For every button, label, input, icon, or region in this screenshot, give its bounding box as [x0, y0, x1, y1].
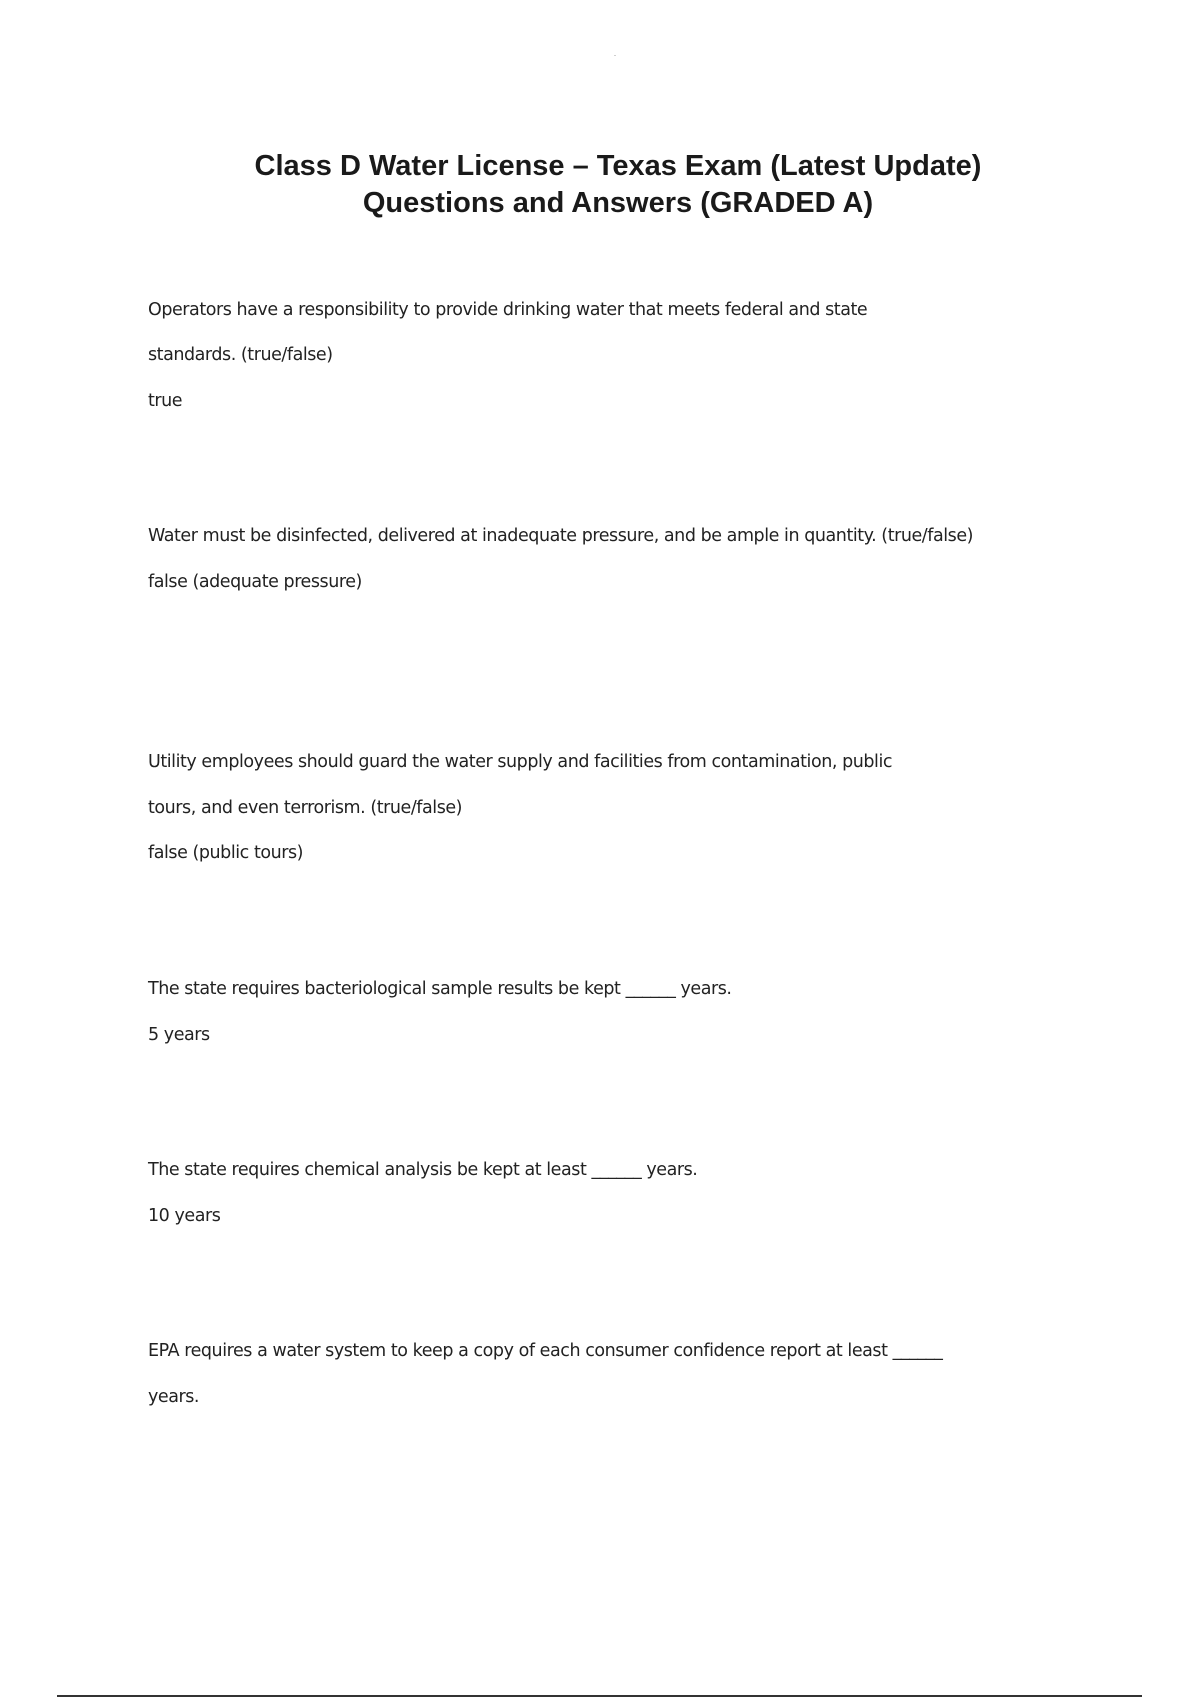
question-6-line-1: EPA requires a water system to keep a copy of each consumer confidence report at least ______	[148, 1341, 943, 1361]
question-1-line-2: standards. (true/false)	[148, 345, 333, 365]
answer-3: false (public tours)	[148, 843, 304, 863]
answer-5: 10 years	[148, 1206, 221, 1226]
title-line-1: Class D Water License – Texas Exam (Latest Update)	[254, 150, 982, 182]
answer-2: false (adequate pressure)	[148, 572, 362, 592]
title-line-2: Questions and Answers (GRADED A)	[362, 187, 874, 219]
answer-1: true	[148, 391, 183, 411]
question-3-line-1: Utility employees should guard the water supply and facilities from contamination, public	[148, 752, 893, 772]
document-title	[0, 148, 1200, 222]
question-2-line-1: Water must be disinfected, delivered at inadequate pressure, and be ample in quantity. (true/false)	[148, 526, 974, 546]
answer-4: 5 years	[148, 1025, 210, 1045]
question-1-line-1: Operators have a responsibility to provide drinking water that meets federal and state	[148, 300, 868, 320]
question-4-line-1: The state requires bacteriological sample results be kept ______ years.	[148, 979, 732, 999]
question-3-line-2: tours, and even terrorism. (true/false)	[148, 798, 463, 818]
question-5-line-1: The state requires chemical analysis be kept at least ______ years.	[148, 1160, 698, 1180]
page-bottom-rule	[57, 1695, 1142, 1697]
page-speck	[614, 55, 616, 56]
question-6-line-2: years.	[148, 1387, 200, 1407]
